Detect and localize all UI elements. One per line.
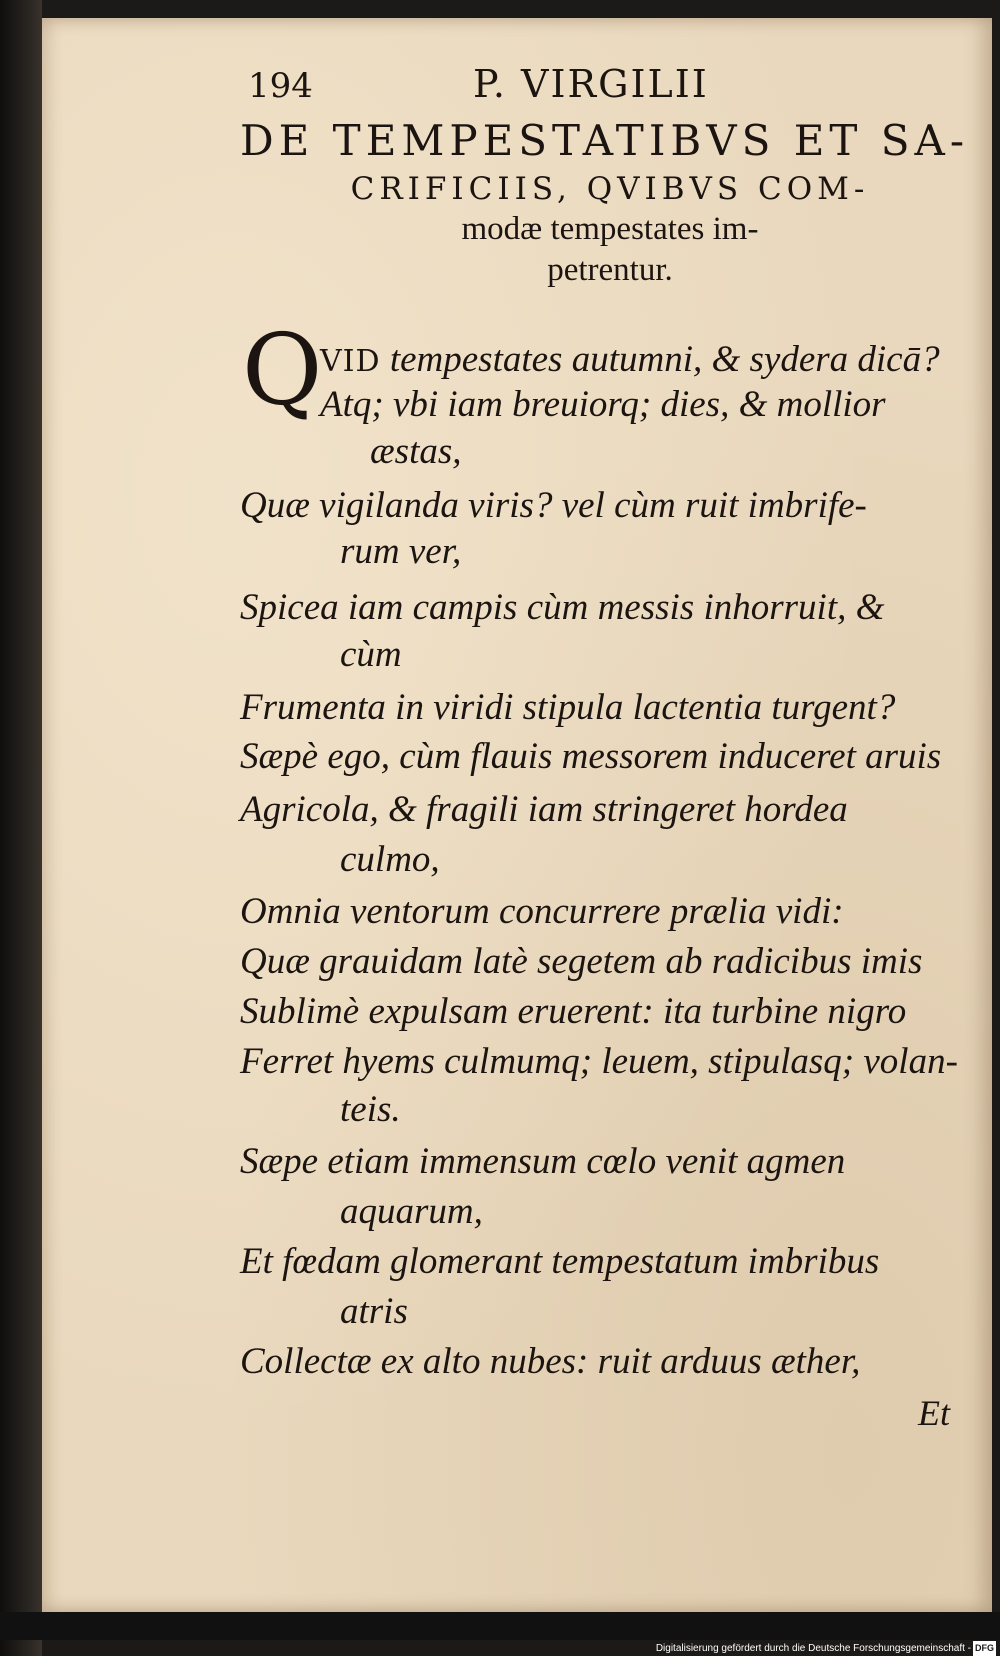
running-head: P. VIRGILII [473, 62, 709, 106]
section-title [240, 116, 980, 289]
verse-line: Agricola, & fragili iam stringeret hordea [240, 789, 848, 830]
verse-line-continuation: rum ver, [340, 531, 462, 572]
verse-line-continuation: cùm [340, 634, 402, 675]
digitization-credit [600, 1641, 996, 1656]
book-edge-left [0, 0, 42, 1656]
verse-line: Sæpè ego, cùm flauis messorem induceret aruis [240, 736, 942, 777]
verse-line: Et fœdam glomerant tempestatum imbribus [240, 1241, 880, 1282]
verse-line: Spicea iam campis cùm messis inhorruit, & [240, 587, 885, 628]
credit-text: Digitalisierung gefördert durch die Deutsche Forschungsgemeinschaft - [655, 1643, 971, 1654]
verse-line: Sublimè expulsam eruerent: ita turbine nigro [240, 991, 907, 1032]
title-line-4: petrentur. [547, 252, 673, 288]
page-number: 194 [248, 66, 313, 106]
verse-line: Atq; vbi iam breuiorq; dies, & mollior [320, 384, 886, 425]
verse-opening-smallcaps: VID [320, 344, 381, 379]
verse-line-continuation: culmo, [340, 839, 440, 880]
title-line-3: modæ tempestates im- [461, 211, 759, 247]
verse-line-continuation: atris [340, 1291, 408, 1332]
verse-text: tempestates autumni, & sydera dicā? [380, 339, 940, 380]
verse-line: Collectæ ex alto nubes: ruit arduus æther, [240, 1341, 861, 1382]
verse-line-continuation: æstas, [370, 431, 462, 472]
verse-line: Sæpe etiam immensum cœlo venit agmen [240, 1141, 846, 1182]
verse-line: Ferret hyems culmumq; leuem, stipulasq; volan- [240, 1041, 958, 1082]
verse-line: Quæ vigilanda viris? vel cùm ruit imbrife- [240, 485, 867, 526]
catchword: Et [918, 1393, 950, 1433]
title-line-2: CRIFICIIS, QVIBVS COM- [350, 171, 870, 207]
verse-line-continuation: teis. [340, 1089, 401, 1130]
verse-line: Quæ grauidam latè segetem ab radicibus imis [240, 941, 923, 982]
dfg-logo: DFG [973, 1641, 996, 1656]
verse-line [320, 338, 1000, 381]
verse-line: Frumenta in viridi stipula lactentia turgent? [240, 687, 896, 728]
title-line-1: DE TEMPESTATIBVS ET SA- [240, 116, 970, 165]
book-edge-bottom [0, 1612, 1000, 1640]
verse-line-continuation: aquarum, [340, 1191, 483, 1232]
drop-capital: Q [242, 314, 323, 428]
verse-line: Omnia ventorum concurrere prælia vidi: [240, 891, 844, 932]
page-header [248, 58, 968, 114]
